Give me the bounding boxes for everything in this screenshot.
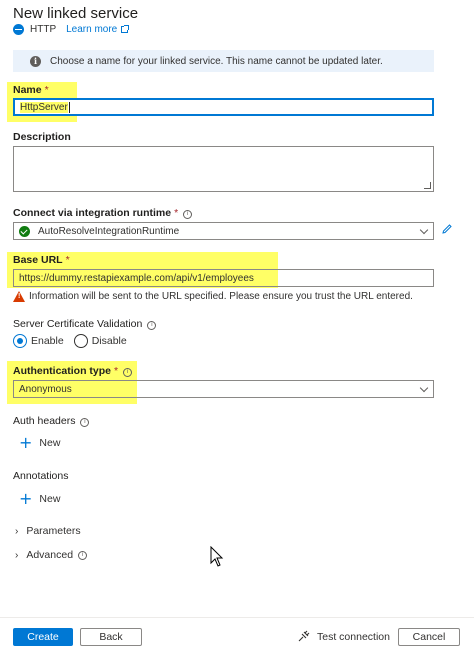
plus-icon: + <box>19 433 33 452</box>
learn-more-link[interactable]: Learn more <box>66 24 118 35</box>
back-button[interactable]: Back <box>80 628 142 646</box>
check-circle-icon <box>19 226 30 237</box>
warning-text: Information will be sent to the URL specified. Please ensure you trust the URL entered. <box>29 291 413 302</box>
auth-headers-label: Auth headers i <box>13 415 89 427</box>
mouse-cursor-icon <box>210 546 224 568</box>
radio-enable[interactable]: Enable <box>13 334 64 348</box>
chevron-right-icon: › <box>15 525 19 537</box>
base-url-value: https://dummy.restapiexample.com/api/v1/employees <box>19 272 254 284</box>
footer-divider <box>0 617 474 618</box>
integration-runtime-dropdown[interactable] <box>13 222 434 240</box>
warning-icon: ! <box>13 291 25 302</box>
create-button[interactable]: Create <box>13 628 73 646</box>
radio-disable[interactable]: Disable <box>74 334 127 348</box>
auth-headers-new-button[interactable]: + New <box>19 433 61 452</box>
chevron-down-icon <box>420 384 428 392</box>
radio-enable-circle[interactable] <box>13 334 27 348</box>
integration-runtime-label: Connect via integration runtime * i <box>13 207 192 219</box>
auth-type-dropdown[interactable] <box>13 380 434 398</box>
info-tooltip-icon: i <box>183 210 192 219</box>
page-title: New linked service <box>13 5 139 22</box>
service-type-row <box>13 24 128 35</box>
plus-icon: + <box>19 489 33 508</box>
auth-type-value: Anonymous <box>19 383 72 395</box>
annotations-label: Annotations <box>13 470 69 482</box>
base-url-warning <box>13 291 413 302</box>
description-label: Description <box>13 131 71 143</box>
name-value: HttpServer <box>20 101 68 113</box>
info-tooltip-icon: i <box>123 368 132 377</box>
info-tooltip-icon: i <box>78 551 87 560</box>
resize-grip-icon[interactable] <box>424 182 431 189</box>
base-url-input[interactable] <box>13 269 434 287</box>
name-input[interactable] <box>13 98 434 116</box>
description-textarea[interactable] <box>13 146 434 192</box>
info-icon: i <box>30 56 41 67</box>
chevron-down-icon <box>420 226 428 234</box>
info-tooltip-icon: i <box>80 418 89 427</box>
edit-pencil-icon[interactable] <box>441 223 453 235</box>
test-connection-button[interactable]: Test connection <box>297 630 390 643</box>
name-label: Name * <box>13 84 49 96</box>
globe-icon <box>13 24 24 35</box>
server-cert-radio-group <box>13 334 137 348</box>
advanced-expander[interactable]: › Advanced i <box>15 549 87 561</box>
radio-disable-circle[interactable] <box>74 334 88 348</box>
required-mark: * <box>44 84 49 96</box>
text-caret <box>69 102 70 113</box>
external-link-icon[interactable] <box>121 26 128 33</box>
annotations-new-button[interactable]: + New <box>19 489 61 508</box>
parameters-expander[interactable]: › Parameters <box>15 525 81 537</box>
cancel-button[interactable]: Cancel <box>398 628 460 646</box>
info-message-bar <box>13 50 434 72</box>
auth-type-label: Authentication type * i <box>13 365 132 377</box>
info-tooltip-icon: i <box>147 321 156 330</box>
integration-runtime-value: AutoResolveIntegrationRuntime <box>38 225 180 237</box>
base-url-label: Base URL * <box>13 254 70 266</box>
plug-icon <box>297 630 310 643</box>
info-message-text: Choose a name for your linked service. This name cannot be updated later. <box>50 55 383 67</box>
service-type-label: HTTP <box>30 24 57 35</box>
chevron-right-icon: › <box>15 549 19 561</box>
server-cert-label: Server Certificate Validation i <box>13 318 156 330</box>
